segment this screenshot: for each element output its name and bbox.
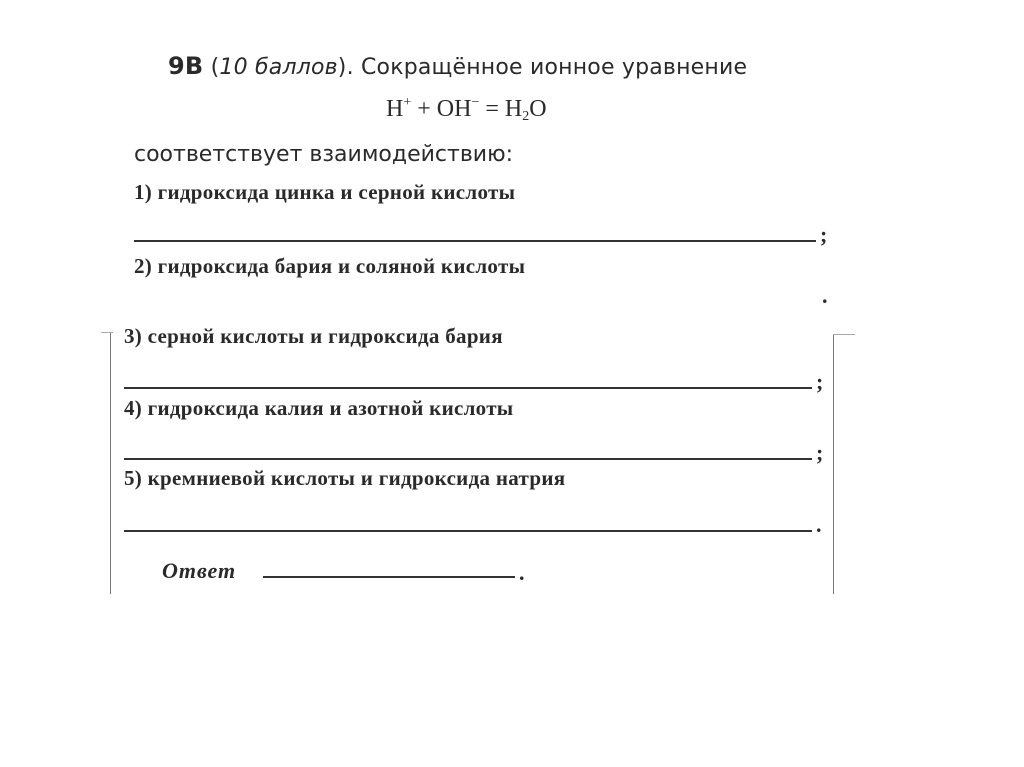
lead-text: соответствует взаимодействию: xyxy=(134,142,514,167)
frame-top-right-edge xyxy=(833,334,855,335)
option-1: 1) гидроксида цинка и серной кислоты xyxy=(134,180,516,204)
equation-o: O xyxy=(529,96,547,122)
equation-oh: + OH xyxy=(411,96,472,122)
task-number: 9В xyxy=(168,52,204,80)
task-title: Сокращённое ионное уравнение xyxy=(360,55,748,80)
answer-line-3[interactable] xyxy=(124,387,812,389)
answer-line-1[interactable] xyxy=(134,240,816,242)
equation-h: H xyxy=(386,96,404,122)
option-5-end: . xyxy=(816,512,822,537)
option-3: 3) серной кислоты и гидроксида бария xyxy=(124,324,503,348)
answer-line-5[interactable] xyxy=(124,530,812,532)
equation-eq: = H xyxy=(479,96,523,122)
frame-left-edge xyxy=(110,332,111,594)
paren-close: ). xyxy=(337,55,354,80)
option-1-end: ; xyxy=(820,222,828,247)
option-2: 2) гидроксида бария и соляной кислоты xyxy=(134,254,526,278)
answer-final-line[interactable] xyxy=(263,576,515,578)
option-4: 4) гидроксида калия и азотной кислоты xyxy=(124,396,514,420)
option-2-end: . xyxy=(822,283,828,308)
option-4-end: ; xyxy=(816,440,824,465)
equation-h-charge: + xyxy=(403,95,412,110)
answer-end: . xyxy=(519,560,525,585)
answer-line-4[interactable] xyxy=(124,458,812,460)
frame-right-edge xyxy=(833,334,834,594)
answer-label: Ответ xyxy=(162,558,237,583)
option-3-end: ; xyxy=(816,369,824,394)
equation-oh-charge: − xyxy=(471,95,480,110)
ionic-equation xyxy=(386,95,547,125)
paren-open: ( xyxy=(210,55,220,80)
task-points: 10 баллов xyxy=(219,55,338,80)
option-5: 5) кремниевой кислоты и гидроксида натрия xyxy=(124,466,566,490)
frame-top-left-edge xyxy=(101,332,113,333)
task-header xyxy=(168,52,747,80)
equation-subscript: 2 xyxy=(522,109,530,124)
